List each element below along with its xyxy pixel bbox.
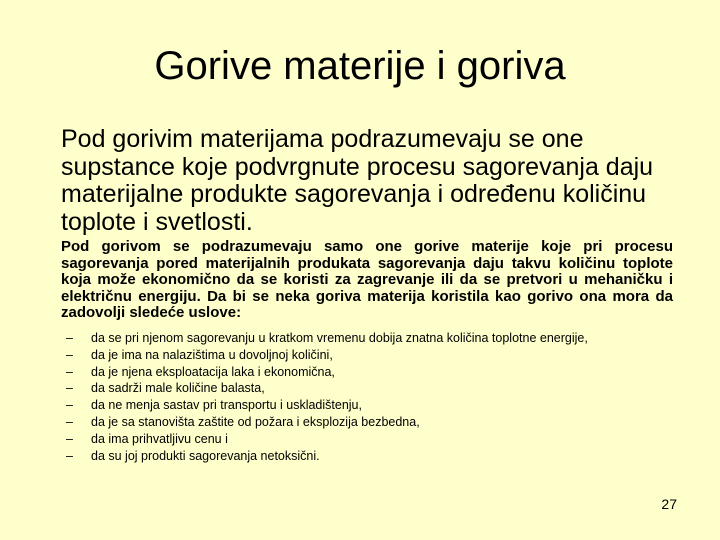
list-item-text: da ima prihvatljivu cenu i bbox=[91, 431, 228, 446]
list-item bbox=[66, 364, 686, 381]
list-item-text: da je njena eksploatacija laka i ekonomična, bbox=[91, 364, 335, 379]
list-item-text: da su joj produkti sagorevanja netoksični. bbox=[91, 448, 320, 463]
dash-marker: – bbox=[66, 381, 73, 396]
dash-marker: – bbox=[66, 431, 73, 446]
dash-marker: – bbox=[66, 331, 73, 345]
definition-paragraph: Pod gorivim materijama podrazumevaju se one supstance koje podvrgnute procesu sagorevanja daju materijalne produkte sagorevanja i određenu količinu toplote i svetlosti. bbox=[61, 125, 654, 236]
dash-marker: – bbox=[66, 448, 73, 463]
list-item bbox=[66, 380, 686, 397]
page-number: 27 bbox=[661, 496, 677, 512]
slide-title: Gorive materije i goriva bbox=[154, 44, 566, 88]
list-item bbox=[66, 347, 686, 364]
dash-marker: – bbox=[66, 414, 73, 429]
list-item bbox=[66, 414, 686, 431]
list-item-text: da sadrži male količine balasta, bbox=[91, 381, 265, 396]
dash-marker: – bbox=[66, 398, 73, 413]
list-item bbox=[66, 448, 686, 465]
dash-marker: – bbox=[66, 347, 73, 362]
list-item-text: da ne menja sastav pri transportu i uskladištenju, bbox=[91, 398, 362, 413]
conditions-list bbox=[66, 330, 686, 464]
list-item-text: da se pri njenom sagorevanju u kratkom vremenu dobija znatna količina toplotne energije, bbox=[91, 331, 588, 345]
list-item bbox=[66, 431, 686, 448]
list-item-text: da je sa stanovišta zaštite od požara i eksplozija bezbedna, bbox=[91, 414, 420, 429]
fuel-paragraph: Pod gorivom se podrazumevaju samo one gorive materije koje pri procesu sagorevanja pored materijalnih produkata sagorevanja daju takvu količinu toplote koja može ekonomično da se koristi za zagrevanje ili da se pretvori u mehaničku i električnu energiju. Da bi se neka goriva materija koristila kao gorivo ona mora da zadovolji sledeće uslove: bbox=[61, 238, 673, 321]
list-item bbox=[66, 397, 686, 414]
dash-marker: – bbox=[66, 364, 73, 379]
list-item-text: da je ima na nalazištima u dovoljnoj količini, bbox=[91, 347, 333, 362]
list-item bbox=[66, 330, 686, 347]
